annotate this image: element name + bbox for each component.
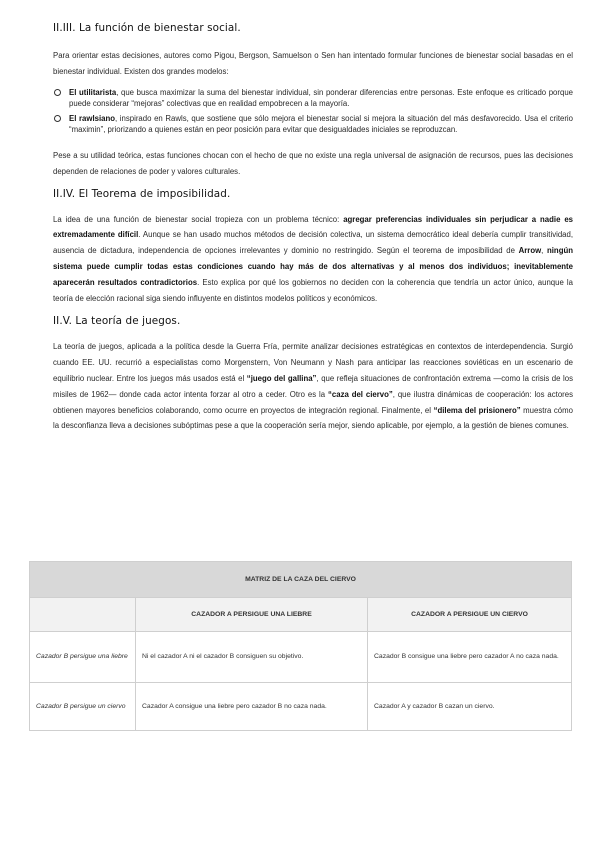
list-item-utilitarista xyxy=(53,87,573,110)
matrix-cell: Cazador B consigue una liebre pero cazador A no caza nada. xyxy=(368,632,572,683)
document-page xyxy=(53,22,573,434)
paragraph-imposibilidad: La idea de una función de bienestar social tropieza con un problema técnico: agregar preferencias individuales sin perjudicar a nadie es extremadamente difícil. Aunque se han usado muchos métodos de decisión colectiva, un sistema democrático ideal debería cumplir transitividad, ausencia de dictadura, independencia de opciones irrelevantes y dominio no restringido. Según el teorema de imposibilidad de Arrow, ningún sistema puede cumplir todas estas condiciones cuando hay más de dos alternativas y al menos dos individuos; inevitablemente aparecerán resultados contradictorios. Esto explica por qué los gobiernos no deciden con la coherencia que tendría un actor único, aunque la teoría de elección racional siga siendo influyente en distintos modelos políticos y económicos. xyxy=(53,214,573,303)
matrix-col-header-ciervo: CAZADOR A PERSIGUE UN CIERVO xyxy=(368,598,572,632)
term-utilitarista: El utilitarista xyxy=(69,87,117,97)
table-row xyxy=(30,632,572,683)
circle-bullet-icon xyxy=(54,89,61,96)
paragraph-bienestar-intro: Para orientar estas decisiones, autores como Pigou, Bergson, Samuelson o Sen han intentado formular funciones de bienestar social basadas en el bienestar individual. Existen dos grandes modelos: xyxy=(53,51,573,76)
matrix-cell: Ni el cazador A ni el cazador B consiguen su objetivo. xyxy=(136,632,368,683)
matrix-cell: Cazador A consigue una liebre pero cazador B no caza nada. xyxy=(136,683,368,731)
term-rawlsiano: El rawlsiano xyxy=(69,113,115,123)
desc-utilitarista: , que busca maximizar la suma del bienestar individual, sin ponderar diferencias entre personas. Este enfoque es criticado porque puede considerar “mejoras” colectivas que en realidad empobrecen a la mayoría. xyxy=(69,87,573,109)
section-title-juegos: II.V. La teoría de juegos. xyxy=(53,315,181,328)
matrix-cell: Cazador A y cazador B cazan un ciervo. xyxy=(368,683,572,731)
list-item-rawlsiano xyxy=(53,113,573,136)
paragraph-juegos: La teoría de juegos, aplicada a la política desde la Guerra Fría, permite analizar decisiones estratégicas en contextos de interdependencia. Surgió cuando EE. UU. recurrió a especialistas como Morgenstern, Von Neumann y Nash para anticipar las reacciones soviéticas en un escenario de equilibrio nuclear. Entre los juegos más usados está el “juego del gallina”, que refleja situaciones de confrontación extrema —como la crisis de los misiles de 1962— donde cada actor intenta forzar al otro a ceder. Otro es la “caza del ciervo”, que ilustra dinámicas de cooperación: los actores obtienen mayores beneficios colaborando, como ocurre en proyectos de integración regional. Finalmente, el “dilema del prisionero” muestra cómo la desconfianza lleva a decisiones subóptimas pese a que la cooperación sería mejor, siendo aplicable, por ejemplo, a la gestión de bienes comunes. xyxy=(53,342,573,431)
section-title-imposibilidad: II.IV. El Teorema de imposibilidad. xyxy=(53,187,231,200)
models-list xyxy=(53,87,573,136)
stag-hunt-matrix-table xyxy=(29,561,572,731)
table-row xyxy=(30,683,572,731)
matrix-corner-cell xyxy=(30,598,136,632)
matrix-row-label: Cazador B persigue un ciervo xyxy=(30,683,136,731)
section-title-bienestar: II.III. La función de bienestar social. xyxy=(53,22,241,34)
desc-rawlsiano: , inspirado en Rawls, que sostiene que sólo mejora el bienestar social si mejora la situación del más desfavorecido. Usa el criterio “maximin”, priorizando a quienes están en peor posición para evitar que desigualdades iniciales se reproduzcan. xyxy=(69,113,573,135)
matrix-col-header-liebre: CAZADOR A PERSIGUE UNA LIEBRE xyxy=(136,598,368,632)
paragraph-bienestar-closing: Pese a su utilidad teórica, estas funciones chocan con el hecho de que no existe una regla universal de asignación de recursos, pues las decisiones dependen de relaciones de poder y valores culturales. xyxy=(53,150,573,176)
circle-bullet-icon xyxy=(54,115,61,122)
matrix-row-label: Cazador B persigue una liebre xyxy=(30,632,136,683)
matrix-title: MATRIZ DE LA CAZA DEL CIERVO xyxy=(30,562,572,598)
